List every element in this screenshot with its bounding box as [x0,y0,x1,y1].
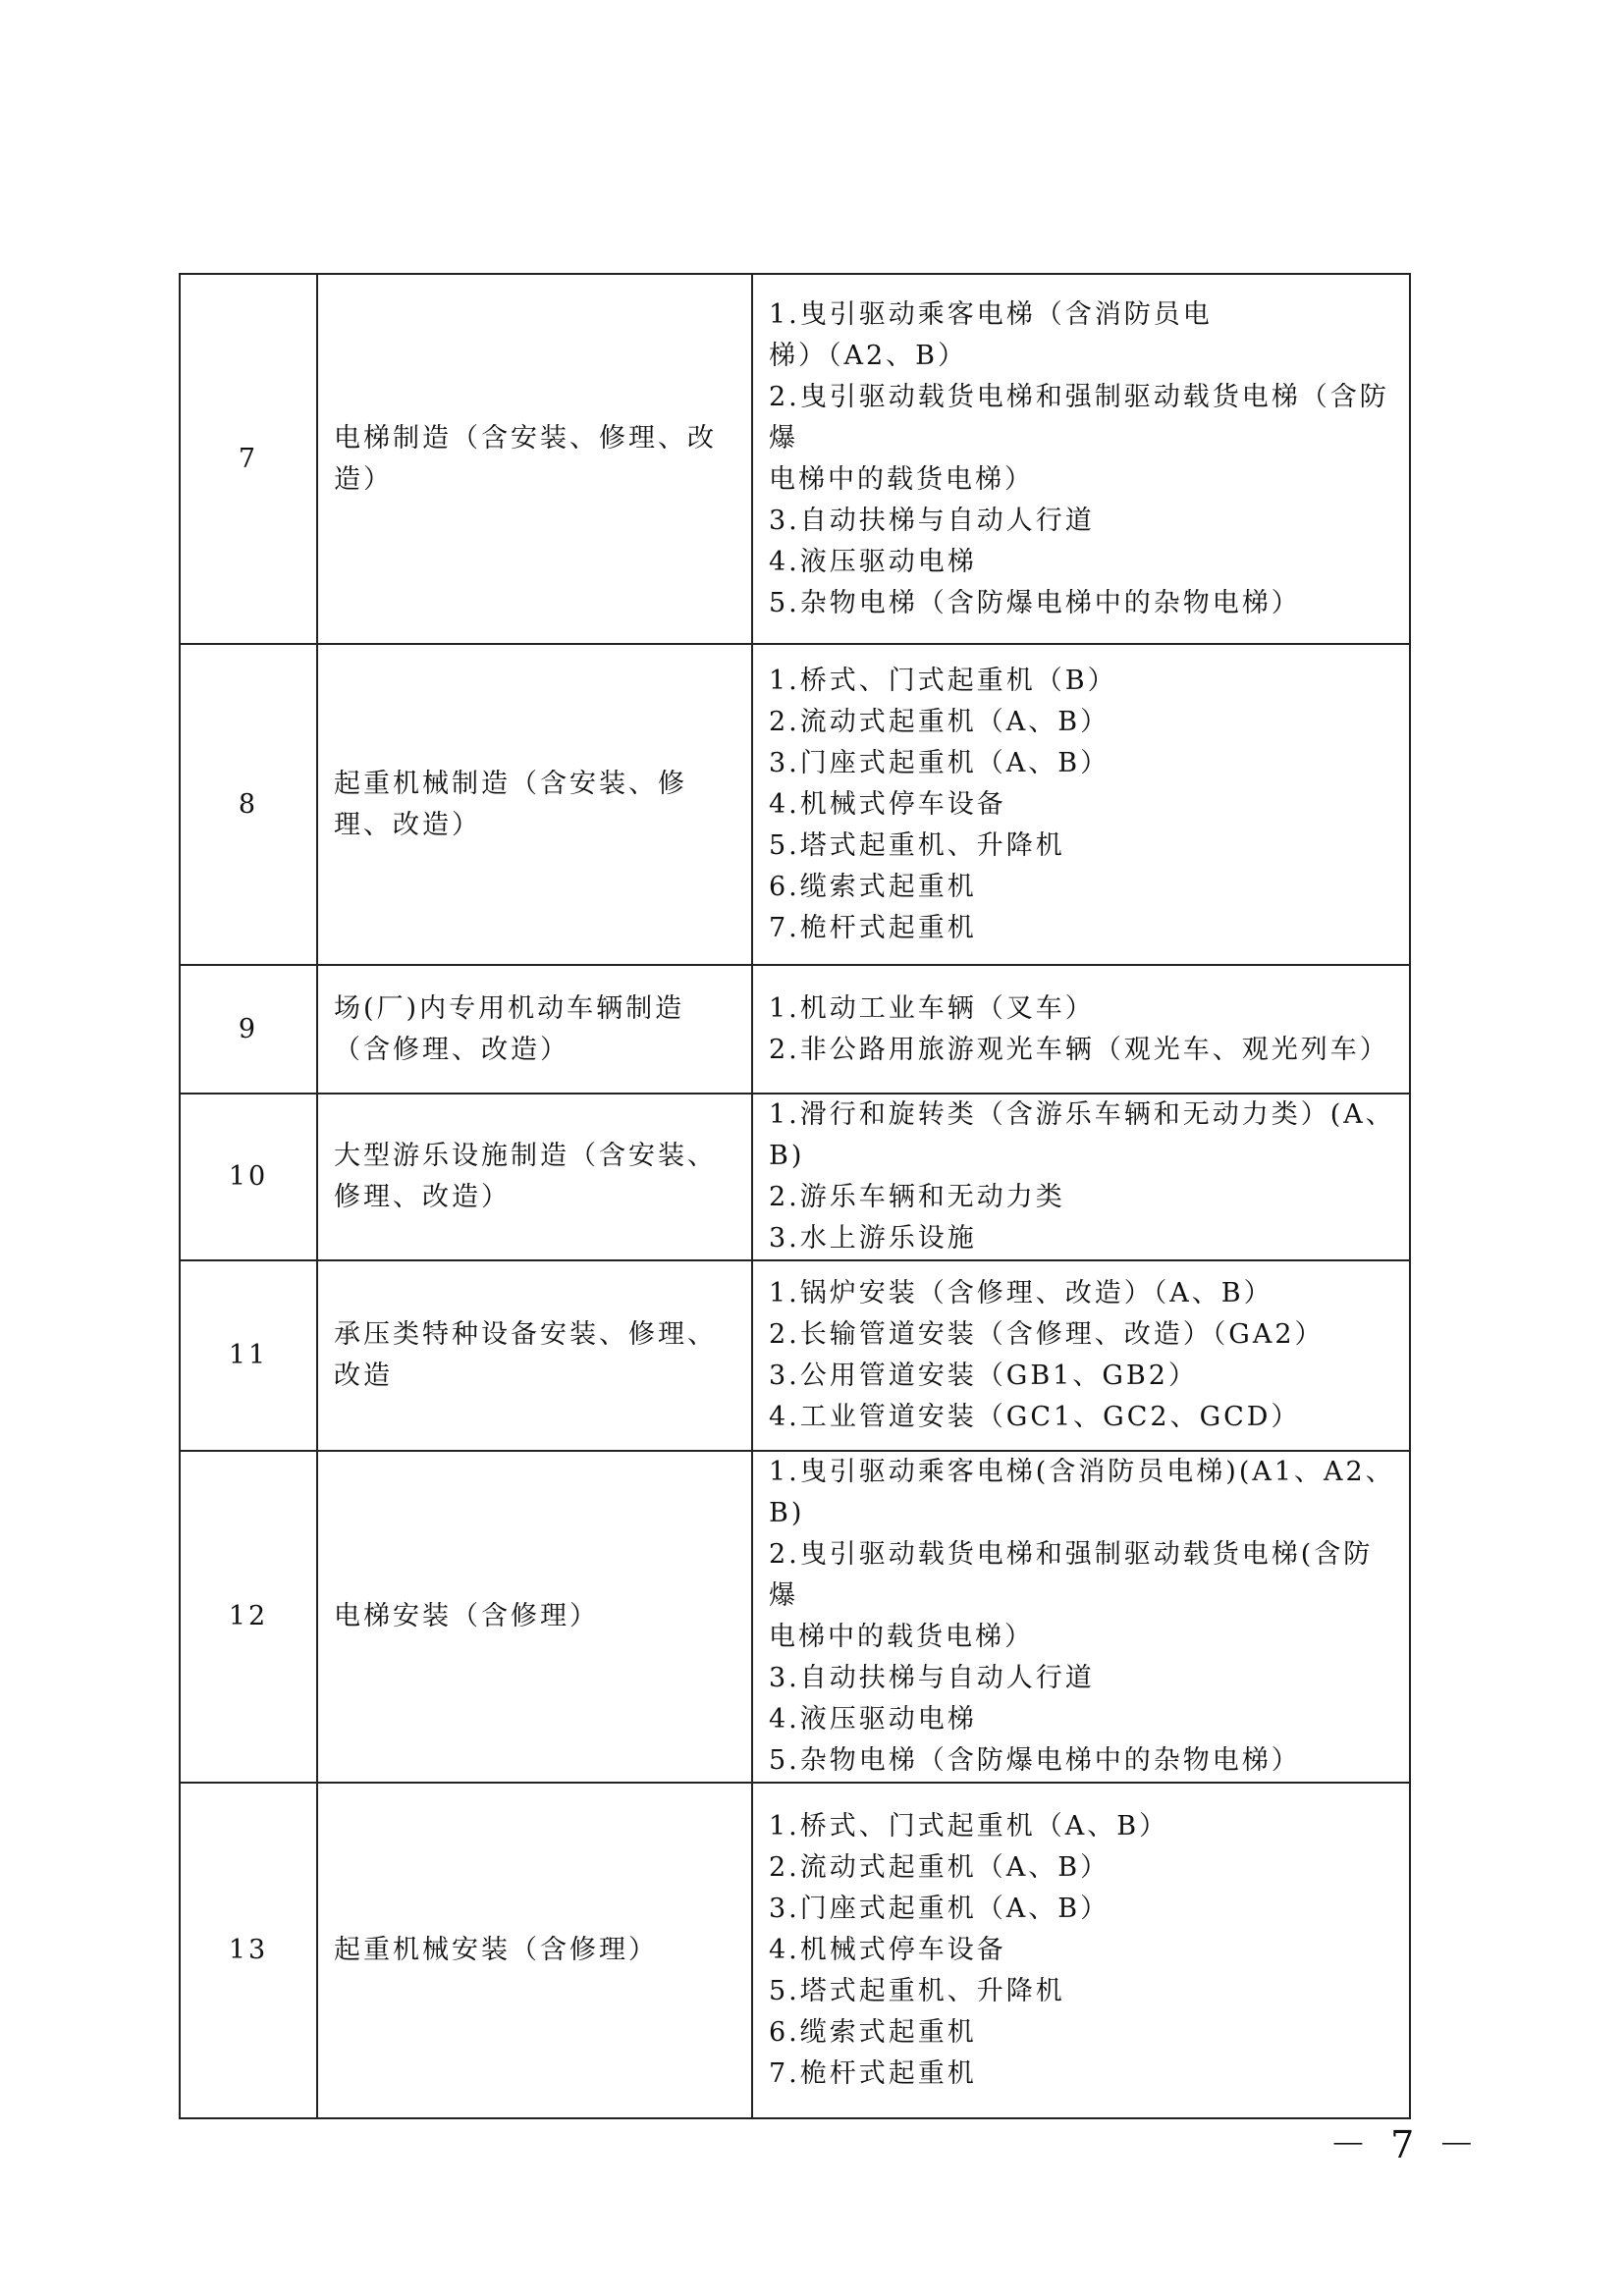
list-item: 3.门座式起重机（A、B） [769,1894,1110,1924]
table-row [180,965,1410,1094]
table-row [180,274,1410,644]
row-number: 11 [180,1260,317,1451]
category-cell: 起重机械制造（含安装、修理、改造） [317,644,752,965]
list-item: 1.滑行和旋转类（含游乐车辆和无动力类）(A、B) [769,1099,1395,1171]
list-item: 4.机械式停车设备 [769,1935,1006,1965]
list-item: 2.流动式起重机（A、B） [769,706,1110,737]
list-item: 2.流动式起重机（A、B） [769,1852,1110,1883]
table-row [180,1783,1410,2118]
items-cell [752,274,1410,644]
items-cell [752,1094,1410,1260]
list-item: 7.桅杆式起重机 [769,912,977,943]
items-cell [752,1451,1410,1783]
table-row [180,1451,1410,1783]
list-item: 7.桅杆式起重机 [769,2058,977,2089]
list-item: 1.机动工业车辆（叉车） [769,992,1095,1024]
category-cell: 电梯安装（含修理） [317,1451,752,1783]
list-item: 1.桥式、门式起重机（B） [769,665,1117,696]
row-number: 9 [180,965,317,1094]
items-cell [752,1783,1410,2118]
items-cell [752,1260,1410,1451]
items-cell [752,965,1410,1094]
list-item: 2.非公路用旅游观光车辆（观光车、观光列车） [769,1034,1389,1065]
list-item: 5.塔式起重机、升降机 [769,829,1065,861]
list-item: 4.液压驱动电梯 [769,1704,977,1735]
list-item: 3.公用管道安装（GB1、GB2） [769,1361,1198,1391]
list-item: 5.塔式起重机、升降机 [769,1976,1065,2006]
table-row [180,1260,1410,1451]
list-item: 电梯中的载货电梯） [769,1622,1034,1652]
list-item: 4.工业管道安装（GC1、GC2、GCD） [769,1402,1301,1432]
category-cell: 起重机械安装（含修理） [317,1783,752,2118]
row-number: 13 [180,1783,317,2118]
list-item: 3.水上游乐设施 [769,1223,977,1254]
list-item: 3.门座式起重机（A、B） [769,747,1110,778]
list-item: 4.机械式停车设备 [769,788,1006,820]
list-item: 2.曳引驱动载货电梯和强制驱动载货电梯(含防爆 [769,1539,1374,1611]
list-item: 1.桥式、门式起重机（A、B） [769,1811,1169,1842]
row-number: 12 [180,1451,317,1783]
table-row [180,1094,1410,1260]
list-item: 5.杂物电梯（含防爆电梯中的杂物电梯） [769,587,1301,618]
list-item: 6.缆索式起重机 [769,871,977,902]
list-item: 1.曳引驱动乘客电梯（含消防员电 [769,298,1213,330]
list-item: 1.锅炉安装（含修理、改造）（A、B） [769,1278,1273,1308]
equipment-category-table [179,273,1411,2119]
row-number: 10 [180,1094,317,1260]
row-number: 8 [180,644,317,965]
category-cell: 承压类特种设备安装、修理、改造 [317,1260,752,1451]
list-item: 1.曳引驱动乘客电梯(含消防员电梯)(A1、A2、B) [769,1457,1395,1528]
category-cell: 电梯制造（含安装、修理、改造） [317,274,752,644]
category-cell: 大型游乐设施制造（含安装、修理、改造） [317,1094,752,1260]
list-item: 梯）（A2、B） [769,340,968,371]
table-row [180,644,1410,965]
row-number: 7 [180,274,317,644]
list-item: 4.液压驱动电梯 [769,546,977,577]
category-cell: 场(厂)内专用机动车辆制造（含修理、改造） [317,965,752,1094]
list-item: 6.缆索式起重机 [769,2017,977,2048]
items-cell [752,644,1410,965]
page-number: － 7 － [1329,2123,1482,2166]
list-item: 3.自动扶梯与自动人行道 [769,505,1095,536]
list-item: 电梯中的载货电梯） [769,463,1034,495]
list-item: 3.自动扶梯与自动人行道 [769,1663,1095,1693]
list-item: 2.长输管道安装（含修理、改造）（GA2） [769,1319,1325,1350]
list-item: 5.杂物电梯（含防爆电梯中的杂物电梯） [769,1745,1301,1776]
list-item: 2.曳引驱动载货电梯和强制驱动载货电梯（含防爆 [769,381,1389,454]
list-item: 2.游乐车辆和无动力类 [769,1182,1065,1212]
